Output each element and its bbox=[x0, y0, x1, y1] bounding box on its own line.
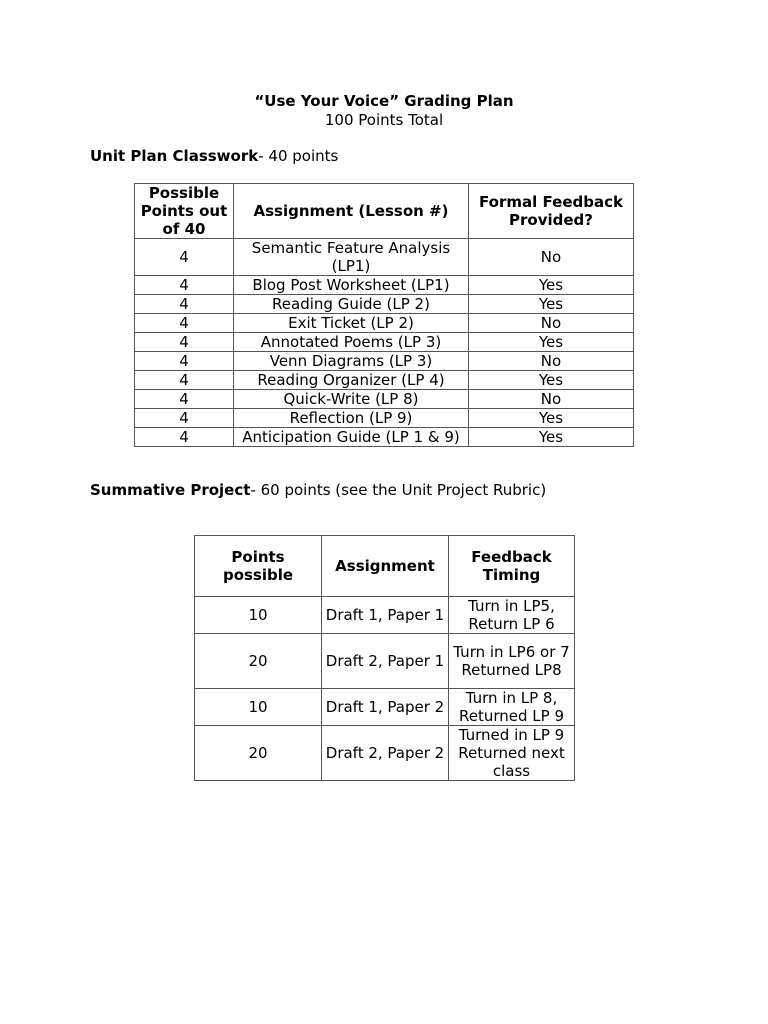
points-cell: 20 bbox=[195, 726, 322, 781]
section-title: Unit Plan Classwork bbox=[90, 147, 259, 165]
column-header: Possible Points out of 40 bbox=[135, 184, 234, 239]
table-row bbox=[195, 726, 575, 781]
page-title: “Use Your Voice” Grading Plan bbox=[254, 92, 514, 110]
points-cell: 4 bbox=[135, 314, 234, 333]
table-row bbox=[135, 314, 634, 333]
assignment-cell: Reading Organizer (LP 4) bbox=[234, 371, 469, 390]
timing-cell: Turn in LP5, Return LP 6 bbox=[449, 597, 575, 634]
feedback-cell: No bbox=[469, 314, 634, 333]
feedback-cell: No bbox=[469, 239, 634, 276]
feedback-cell: Yes bbox=[469, 428, 634, 447]
points-cell: 4 bbox=[135, 371, 234, 390]
column-header: Feedback Timing bbox=[449, 536, 575, 597]
points-cell: 4 bbox=[135, 352, 234, 371]
column-header: Assignment (Lesson #) bbox=[234, 184, 469, 239]
assignment-cell: Exit Ticket (LP 2) bbox=[234, 314, 469, 333]
assignment-cell: Draft 2, Paper 2 bbox=[322, 726, 449, 781]
timing-cell: Turned in LP 9 Returned next class bbox=[449, 726, 575, 781]
table-row bbox=[135, 295, 634, 314]
table-row bbox=[195, 634, 575, 689]
table-row bbox=[135, 352, 634, 371]
column-header: Formal Feedback Provided? bbox=[469, 184, 634, 239]
assignment-cell: Venn Diagrams (LP 3) bbox=[234, 352, 469, 371]
points-cell: 4 bbox=[135, 295, 234, 314]
summative-table bbox=[194, 535, 575, 781]
table-row bbox=[135, 276, 634, 295]
feedback-cell: No bbox=[469, 390, 634, 409]
table-row bbox=[135, 390, 634, 409]
classwork-table bbox=[134, 183, 634, 447]
table-row bbox=[135, 371, 634, 390]
points-cell: 20 bbox=[195, 634, 322, 689]
assignment-cell: Reflection (LP 9) bbox=[234, 409, 469, 428]
assignment-cell: Blog Post Worksheet (LP1) bbox=[234, 276, 469, 295]
points-cell: 4 bbox=[135, 276, 234, 295]
assignment-cell: Semantic Feature Analysis (LP1) bbox=[234, 239, 469, 276]
section-title: Summative Project bbox=[90, 481, 251, 499]
points-cell: 4 bbox=[135, 428, 234, 447]
feedback-cell: Yes bbox=[469, 333, 634, 352]
points-cell: 4 bbox=[135, 409, 234, 428]
table-header-row bbox=[135, 184, 634, 239]
feedback-cell: No bbox=[469, 352, 634, 371]
table-row bbox=[195, 689, 575, 726]
table-row bbox=[135, 409, 634, 428]
page-subtitle: 100 Points Total bbox=[324, 111, 444, 129]
assignment-cell: Quick-Write (LP 8) bbox=[234, 390, 469, 409]
section-points: - 40 points bbox=[258, 147, 339, 165]
feedback-cell: Yes bbox=[469, 276, 634, 295]
assignment-cell: Anticipation Guide (LP 1 & 9) bbox=[234, 428, 469, 447]
points-cell: 4 bbox=[135, 390, 234, 409]
assignment-cell: Annotated Poems (LP 3) bbox=[234, 333, 469, 352]
assignment-cell: Draft 2, Paper 1 bbox=[322, 634, 449, 689]
assignment-cell: Draft 1, Paper 2 bbox=[322, 689, 449, 726]
section-heading-summative bbox=[90, 481, 546, 499]
timing-cell: Turn in LP 8, Returned LP 9 bbox=[449, 689, 575, 726]
feedback-cell: Yes bbox=[469, 409, 634, 428]
column-header: Points possible bbox=[195, 536, 322, 597]
points-cell: 10 bbox=[195, 689, 322, 726]
column-header: Assignment bbox=[322, 536, 449, 597]
points-cell: 4 bbox=[135, 239, 234, 276]
feedback-cell: Yes bbox=[469, 295, 634, 314]
section-points: - 60 points (see the Unit Project Rubric) bbox=[250, 481, 547, 499]
table-row bbox=[195, 597, 575, 634]
section-heading-classwork bbox=[90, 147, 338, 165]
timing-cell: Turn in LP6 or 7 Returned LP8 bbox=[449, 634, 575, 689]
assignment-cell: Reading Guide (LP 2) bbox=[234, 295, 469, 314]
assignment-cell: Draft 1, Paper 1 bbox=[322, 597, 449, 634]
points-cell: 10 bbox=[195, 597, 322, 634]
points-cell: 4 bbox=[135, 333, 234, 352]
feedback-cell: Yes bbox=[469, 371, 634, 390]
table-row bbox=[135, 239, 634, 276]
table-row bbox=[135, 333, 634, 352]
table-row bbox=[135, 428, 634, 447]
table-header-row bbox=[195, 536, 575, 597]
